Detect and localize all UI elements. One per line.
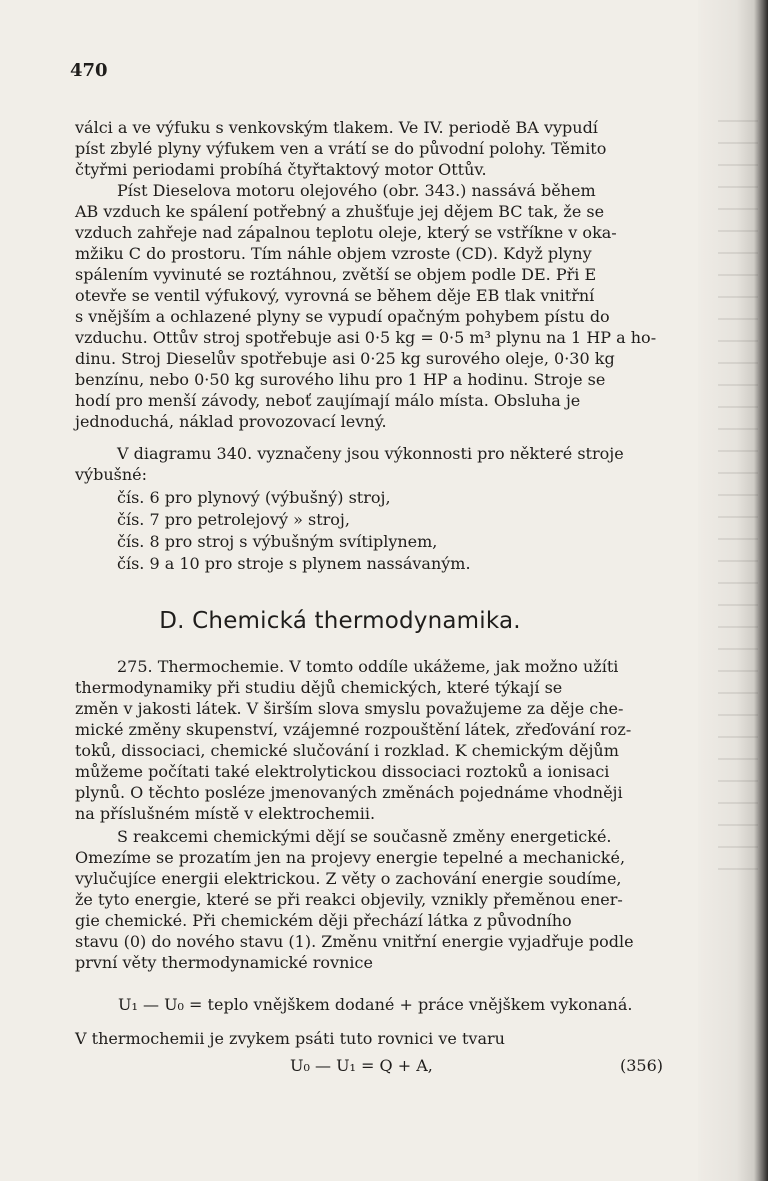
equation-number: (356) — [620, 1056, 664, 1075]
paragraph-6 — [75, 1028, 669, 1049]
text-line: V thermochemii je zvykem psáti tuto rovnici ve tvaru — [75, 1029, 505, 1048]
paragraph-4 — [75, 656, 669, 824]
paragraph-2 — [75, 180, 669, 432]
text-line: plynů. O těchto posléze jmenovaných změnách pojednáme vhodněji — [75, 783, 623, 802]
text-line: s vnějším a ochlazené plyny se vypudí opačným pohybem pístu do — [75, 307, 610, 326]
text-line: že tyto energie, které se při reakci objevily, vznikly přeměnou ener- — [75, 890, 623, 909]
list-item: čís. 6 pro plynový (výbušný) stroj, — [117, 488, 391, 507]
equation-1: U₁ — U₀ = teplo vnějškem dodané + práce vnějškem vykonaná. — [118, 995, 633, 1014]
text-line: na příslušném místě v elektrochemii. — [75, 804, 376, 823]
paragraph-1 — [75, 117, 669, 180]
text-line: můžeme počítati také elektrolytickou dissociaci roztoků a ionisaci — [75, 762, 610, 781]
text-line: spálením vyvinuté se roztáhnou, zvětší se objem podle DE. Při E — [75, 265, 597, 284]
list-item: čís. 8 pro stroj s výbušným svítiplynem, — [117, 532, 438, 551]
text-line: gie chemické. Při chemickém ději přechází látka z původního — [75, 911, 572, 930]
paragraph-5 — [75, 826, 669, 973]
text-line: toků, dissociaci, chemické slučování i rozklad. K chemickým dějům — [75, 741, 619, 760]
list-item: čís. 9 a 10 pro stroje s plynem nassávaným. — [117, 554, 471, 573]
text-line: benzínu, nebo 0·50 kg surového lihu pro 1 HP a hodinu. Stroje se — [75, 370, 606, 389]
text-line: otevře se ventil výfukový, vyrovná se během děje EB tlak vnitřní — [75, 286, 595, 305]
text-line: 275. Thermochemie. V tomto oddíle ukážeme, jak možno užíti — [117, 657, 619, 676]
text-line: S reakcemi chemickými dějí se současně změny energetické. — [117, 827, 612, 846]
text-line: výbušné: — [75, 465, 147, 484]
paragraph-3 — [75, 443, 669, 485]
text-line: V diagramu 340. vyznačeny jsou výkonnosti pro některé stroje — [117, 444, 624, 463]
text-line: dinu. Stroj Dieselův spotřebuje asi 0·25 kg surového oleje, 0·30 kg — [75, 349, 615, 368]
text-line: Píst Dieselova motoru olejového (obr. 343.) nassává během — [117, 181, 596, 200]
text-line: Omezíme se prozatím jen na projevy energie tepelné a mechanické, — [75, 848, 626, 867]
text-line: vylučujíce energii elektrickou. Z věty o zachování energie soudíme, — [75, 869, 622, 888]
show-through-text — [718, 120, 758, 880]
text-line: jednoduchá, náklad provozovací levný. — [75, 412, 387, 431]
equation-2: U₀ — U₁ = Q + A, — [290, 1056, 433, 1075]
section-heading: D. Chemická thermodynamika. — [159, 608, 521, 634]
text-line: thermodynamiky při studiu dějů chemických, které týkají se — [75, 678, 563, 697]
list-item: čís. 7 pro petrolejový » stroj, — [117, 510, 350, 529]
text-line: vzduchu. Ottův stroj spotřebuje asi 0·5 kg = 0·5 m³ plynu na 1 HP a ho- — [75, 328, 657, 347]
engine-list — [117, 487, 471, 575]
text-line: píst zbylé plyny výfukem ven a vrátí se do původní polohy. Těmito — [75, 139, 607, 158]
text-line: vzduch zahřeje nad zápalnou teplotu oleje, který se vstříkne v oka- — [75, 223, 617, 242]
text-line: čtyřmi periodami probíhá čtyřtaktový motor Ottův. — [75, 160, 487, 179]
text-line: hodí pro menší závody, neboť zaujímají málo místa. Obsluha je — [75, 391, 581, 410]
text-line: mžiku C do prostoru. Tím náhle objem vzroste (CD). Když plyny — [75, 244, 592, 263]
text-line: první věty thermodynamické rovnice — [75, 953, 373, 972]
text-line: válci a ve výfuku s venkovským tlakem. Ve IV. periodě BA vypudí — [75, 118, 598, 137]
text-line: změn v jakosti látek. V širším slova smyslu považujeme za děje che- — [75, 699, 624, 718]
text-line: AB vzduch ke spálení potřebný a zhušťuje jej dějem BC tak, že se — [75, 202, 605, 221]
page-number: 470 — [70, 60, 108, 81]
text-line: mické změny skupenství, vzájemné rozpouštění látek, zřeďování roz- — [75, 720, 632, 739]
text-line: stavu (0) do nového stavu (1). Změnu vnitřní energie vyjadřuje podle — [75, 932, 634, 951]
